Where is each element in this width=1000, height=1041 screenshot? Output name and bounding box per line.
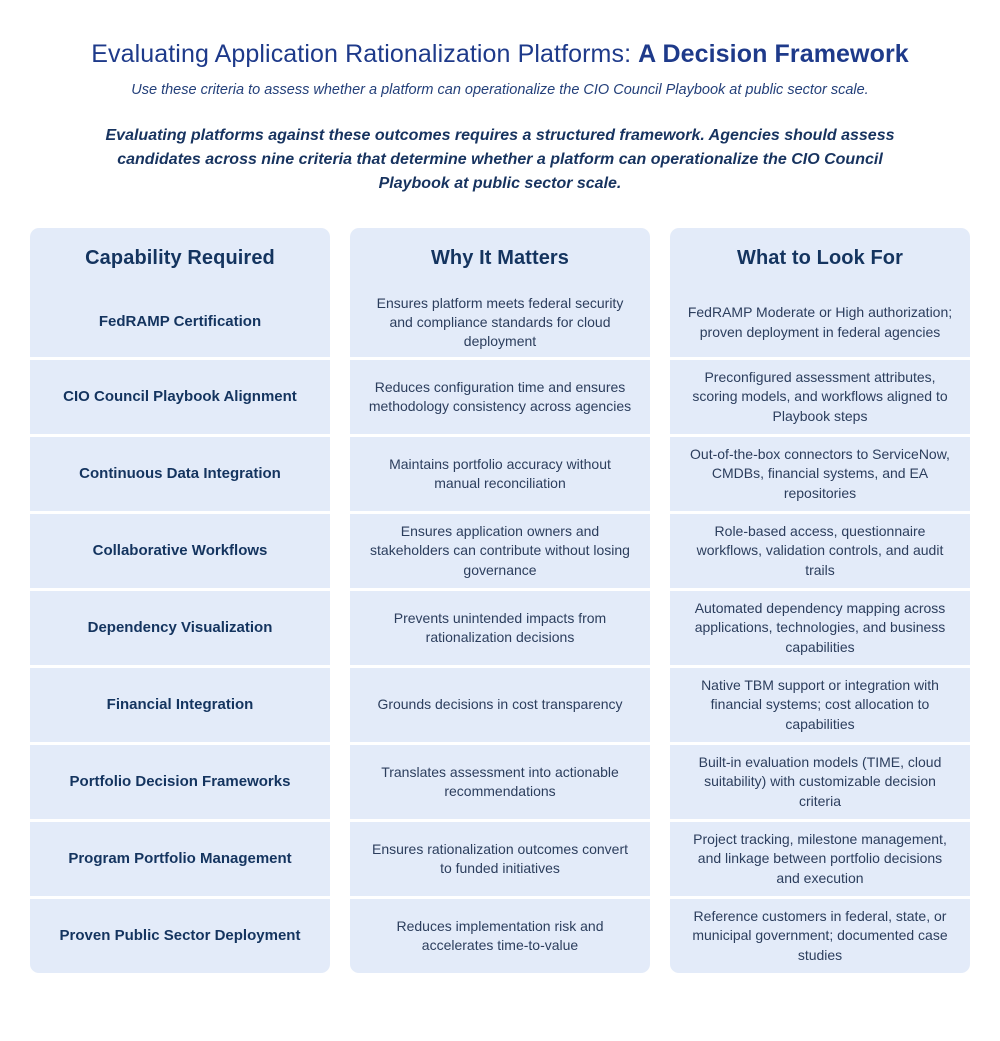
decision-framework-table [30,228,970,973]
capability-cell: Continuous Data Integration [30,434,330,511]
capability-cell: CIO Council Playbook Alignment [30,357,330,434]
why-cell: Reduces implementation risk and accelerates time-to-value [350,896,650,973]
capability-cell: Financial Integration [30,665,330,742]
why-cell: Prevents unintended impacts from rationalization decisions [350,588,650,665]
why-cell: Ensures application owners and stakeholders can contribute without losing governance [350,511,650,588]
look-for-cell: Reference customers in federal, state, or municipal government; documented case studies [670,896,970,973]
why-cell: Reduces configuration time and ensures methodology consistency across agencies [350,357,650,434]
why-cell: Maintains portfolio accuracy without manual reconciliation [350,434,650,511]
look-for-cell: Role-based access, questionnaire workflows, validation controls, and audit trails [670,511,970,588]
capability-cell: FedRAMP Certification [98,313,262,331]
column-header-look-for: What to Look For [736,246,903,269]
capability-cell: Program Portfolio Management [30,819,330,896]
page-subtitle: Use these criteria to assess whether a platform can operationalize the CIO Council Playbook at public sector scale. [131,82,869,98]
look-for-cell: Native TBM support or integration with financial systems; cost allocation to capabilities [670,665,970,742]
look-for-cell: Automated dependency mapping across applications, technologies, and business capabilities [670,588,970,665]
why-cell: Grounds decisions in cost transparency [350,665,650,742]
capability-cell: Collaborative Workflows [30,511,330,588]
column-capability-required [30,228,330,973]
intro-paragraph: Evaluating platforms against these outcomes requires a structured framework. Agencies should assess candidates across nine criteria that determine whether a platform can operationalize the CIO Council Playbook at public sector scale. [105,127,895,192]
column-what-to-look-for [670,228,970,973]
look-for-cell: Preconfigured assessment attributes, scoring models, and workflows aligned to Playbook steps [670,357,970,434]
column-header-capability: Capability Required [85,246,275,269]
page-title [0,40,1000,69]
capability-cell: Portfolio Decision Frameworks [30,742,330,819]
why-cell: Ensures rationalization outcomes convert to funded initiatives [350,819,650,896]
page-title-bold: A Decision Framework [638,40,909,68]
look-for-cell: Project tracking, milestone management, and linkage between portfolio decisions and execution [670,819,970,896]
why-cell: Ensures platform meets federal security and compliance standards for cloud deployment [376,294,624,350]
column-why-it-matters [350,228,650,973]
capability-cell: Dependency Visualization [30,588,330,665]
page-title-regular: Evaluating Application Rationalization Platforms: [91,40,639,68]
look-for-cell: FedRAMP Moderate or High authorization; proven deployment in federal agencies [687,304,953,340]
why-cell: Translates assessment into actionable recommendations [350,742,650,819]
look-for-cell: Out-of-the-box connectors to ServiceNow, CMDBs, financial systems, and EA repositories [670,434,970,511]
look-for-cell: Built-in evaluation models (TIME, cloud suitability) with customizable decision criteria [670,742,970,819]
column-header-why: Why It Matters [430,246,570,269]
capability-cell: Proven Public Sector Deployment [30,896,330,973]
